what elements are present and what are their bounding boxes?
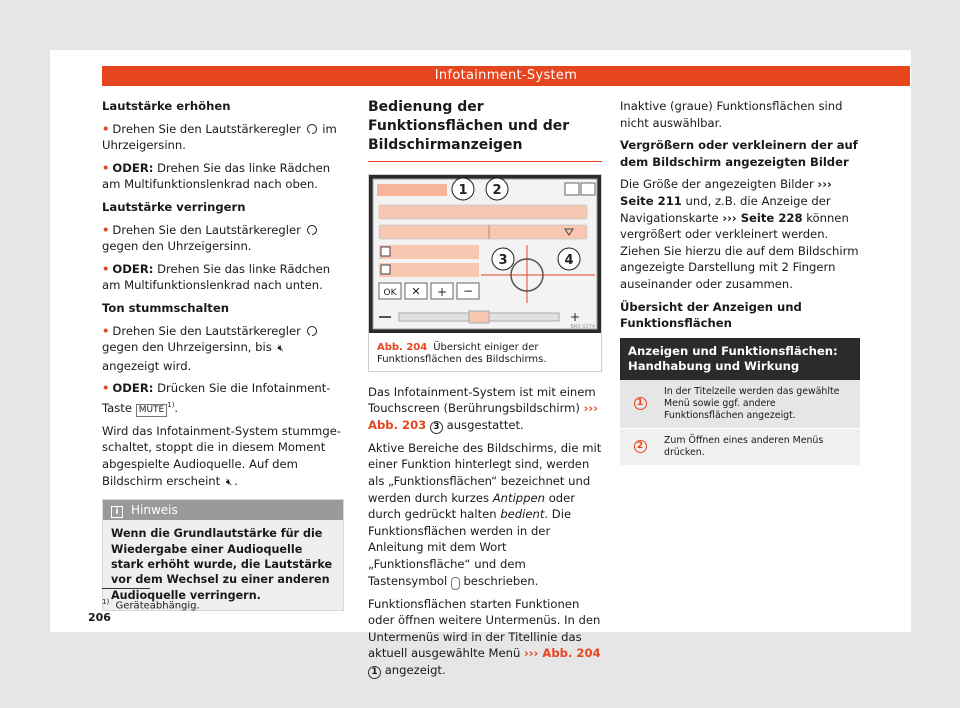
table-body [620,380,860,466]
svg-text:1: 1 [458,183,468,198]
bullet-icon: • [102,261,110,276]
table-value: In der Titelzeile werden das gewählte Menü sowie ggf. andere Funktionsflächen angezeigt. [664,385,840,421]
volume-knob-icon [307,124,317,134]
bullet-icon: • [102,323,110,338]
bullet-icon: • [102,222,110,237]
footnote-ref: 1) [167,400,175,409]
manual-page [50,50,911,677]
step-volume-down-knob: • Drehen Sie den Lautstärkeregler gegen den Uhrzeigersinn. [102,222,344,255]
step-mute-knob: • Drehen Sie den Lautstärkeregler gegen den Uhrzeigersinn, bis 🔇︎ angezeigt wird. [102,323,344,375]
table-key [620,380,660,428]
svg-text:2: 2 [492,183,502,198]
mute-key-label: MUTE [136,404,168,417]
bullet-icon: • [102,121,110,136]
hint-box [102,499,344,611]
svg-text:4: 4 [564,253,574,268]
hint-text: Wenn die Grundlautstärke für die Wiedergabe einer Audioquelle stark erhöht wurde, die Lautstärke vor dem Wechsel zu einer anderen Audioquelle verringern. [103,520,343,610]
column-1 [102,98,344,611]
callout-number: 1 [368,666,381,679]
link-abb-204[interactable]: ››› Abb. 204 [524,646,601,661]
mute-paragraph: Wird das Infotainment-System stummgeschaltet, stoppt die in diesem Moment abgespielte Audioquelle. Auf dem Bildschirm erscheint 🔇︎ . [102,423,344,491]
figure-204 [368,174,602,372]
table-value: Zum Öffnen eines anderen Menüs drücken. [664,434,824,458]
column-2 [368,98,602,685]
section-title: Bedienung der Funktionsflächen und der Bildschirmanzeigen [368,98,602,162]
link-page-211[interactable]: ››› Seite 211 [620,177,832,208]
heading-zoom: Vergrößern oder verkleinern der auf dem Bildschirm angezeigten Bilder [620,138,858,169]
heading-volume-up: Lautstärke erhöhen [102,99,231,113]
ok-button-label: OK [383,288,397,298]
svg-text:+: + [569,310,581,324]
hint-header: i Hinweis [103,500,343,520]
touchscreen-illustration [369,175,601,333]
heading-mute: Ton stummschalten [102,300,229,315]
mute-icon: 🔇︎ [225,476,233,488]
step-volume-up-wheel: • ODER: Drehen Sie das linke Rädchen am Multifunktionslenkrad nach oben. [102,160,331,192]
bullet-icon: • [102,160,110,175]
link-page-228[interactable]: ››› Seite 228 [722,210,803,225]
function-table [620,338,860,466]
table-key [620,429,660,465]
callout-number: 1 [634,397,647,410]
mute-icon: 🔇︎ [277,343,284,355]
paragraph-submenus: Funktionsflächen starten Funktionen oder öffnen weitere Untermenüs. In den Untermenüs wird in der Titellinie das aktuell ausgewählte Menü ››› Abb. 204 1 angezeigt. [368,596,601,677]
paragraph-function-areas: Aktive Bereiche des Bildschirms, die mit einer Funktion hinterlegt sind, werden als „Funktionsflächen“ bezeichnet und werden durch kurzes Antippen oder durch gedrückt halten bedient. Die Funktionsflächen werden in der Anleitung mit dem Wort „Funktionsfläche“ und dem Tastensymbol beschrieben. [368,440,602,588]
svg-text:3: 3 [498,253,508,268]
bullet-icon: • [102,381,110,396]
heading-overview: Übersicht der Anzeigen und Funktionsflächen [620,299,802,331]
svg-text:✕: ✕ [411,285,421,298]
footnote: $^{1)}$ Geräteabhängig. [102,598,200,612]
svg-text:−: − [462,284,474,298]
callout-number: 2 [634,440,647,453]
paragraph-inactive: Inaktive (graue) Funktionsflächen sind nicht auswählbar. [620,99,843,130]
volume-knob-icon [307,326,317,336]
column-3 [620,98,860,466]
table-row [620,380,860,429]
page-header: Infotainment-System [102,66,910,86]
volume-knob-icon [307,225,317,235]
svg-text:+: + [436,285,448,299]
step-volume-up-knob: • Drehen Sie den Lautstärkeregler im Uhrzeigersinn. [102,121,337,153]
figure-code: BRS-0274 [570,324,595,330]
footnote-divider [102,588,150,589]
info-icon: i [111,506,123,518]
link-abb-203[interactable]: ››› Abb. 203 [368,401,598,432]
paragraph-zoom: Die Größe der angezeigten Bilder ››› Seite 211 und, z.B. die Anzeige der Navigationskarte ››› Seite 228 können vergrößert oder verkleinert werden. Ziehen Sie hierzu die auf dem Bildschirm angezeigte Darstellung mit 2 Fingern auseinander oder zusammen. [620,177,859,291]
paragraph-touchscreen: Das Infotainment-System ist mit einem Touchscreen (Berührungsbildschirm) ››› Abb. 203 3 ausgestattet. [368,384,598,432]
heading-volume-down: Lautstärke verringern [102,199,246,214]
figure-caption: Abb. 204 Übersicht einiger der Funktionsflächen des Bildschirms. [377,341,547,365]
step-volume-down-wheel: • ODER: Drehen Sie das linke Rädchen am Multifunktionslenkrad nach unten. [102,261,331,293]
table-title: Anzeigen und Funktionsflächen: Handhabung und Wirkung [620,338,860,380]
callout-number: 3 [430,421,443,434]
page-number: 206 [88,611,111,624]
step-mute-key: • ODER: Drücken Sie die Infotainment-Taste MUTE $^{1)}$. [102,381,331,415]
table-row [620,429,860,466]
button-symbol-icon [451,577,460,590]
